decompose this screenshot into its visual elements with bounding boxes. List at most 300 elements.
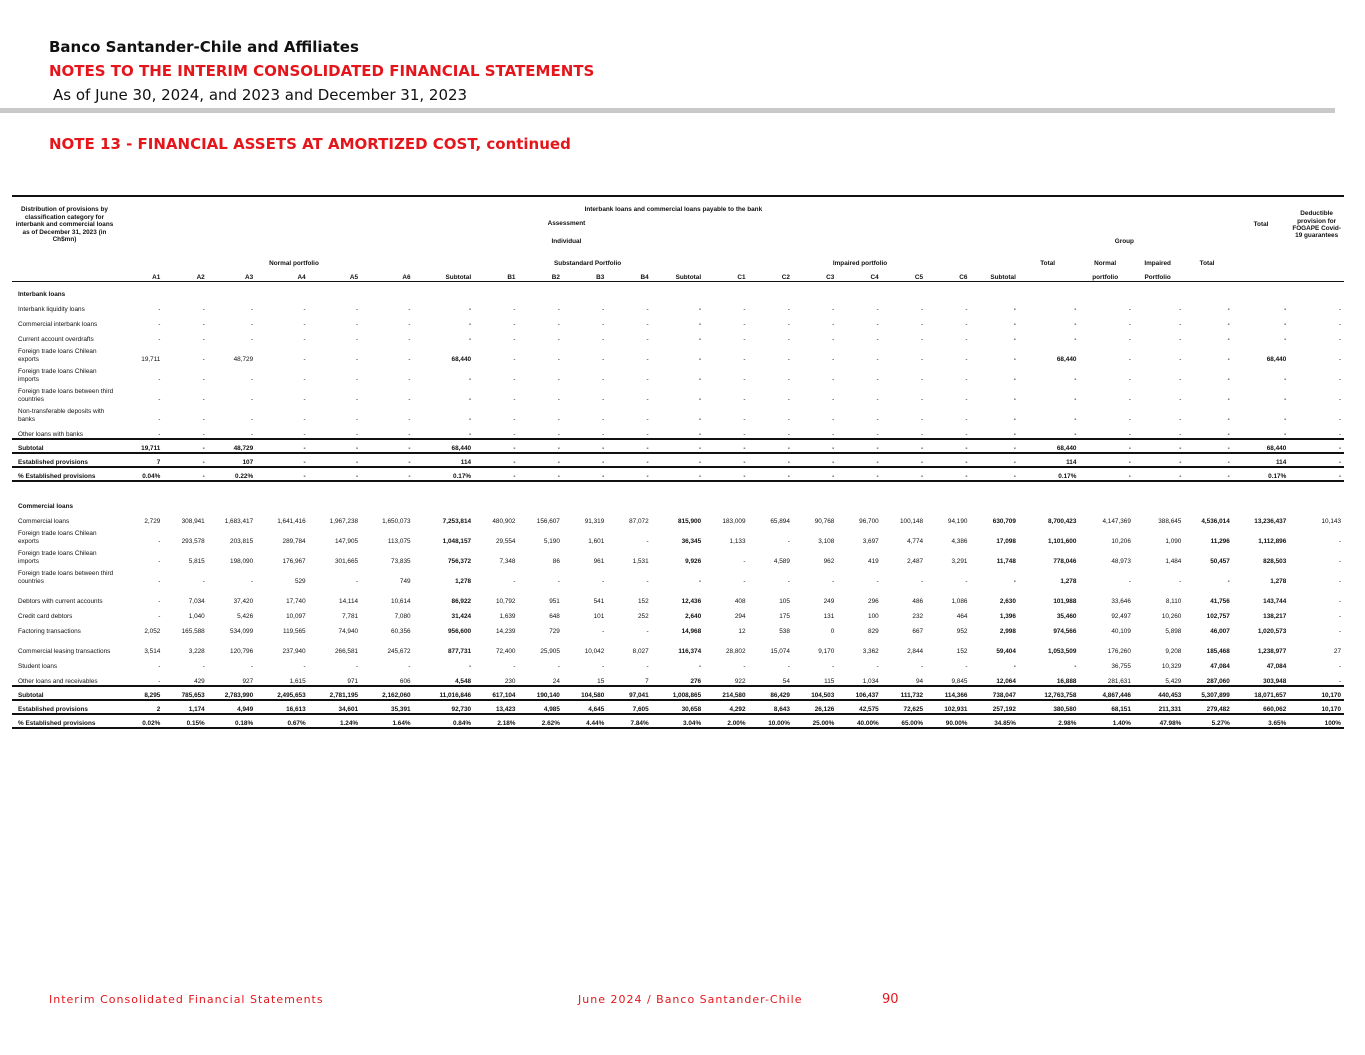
table-cell: - (251, 335, 254, 343)
table-cell: - (646, 335, 649, 343)
table-cell: 828,503 (1263, 557, 1287, 565)
table-cell: 232 (912, 612, 924, 620)
table-cell: 152 (956, 647, 968, 655)
table-cell: - (355, 335, 359, 343)
group-normal-header: Normal (1094, 259, 1117, 267)
total-cell: 90.00% (926, 714, 970, 728)
table-row (12, 635, 1344, 655)
total-cell: 111,732 (882, 686, 926, 700)
total-cell: 106,437 (837, 686, 881, 700)
table-cell: - (1074, 375, 1077, 383)
footer-left: Interim Consolidated Financial Statements (49, 993, 324, 1006)
table-cell: 10,260 (1161, 612, 1182, 620)
table-cell: 100 (868, 612, 879, 620)
table-cell: - (876, 430, 879, 438)
table-cell: - (1179, 305, 1182, 313)
table-row (12, 655, 1344, 670)
table-cell: - (965, 395, 968, 403)
table-cell: 13,236,437 (1254, 517, 1287, 525)
table-cell: 10,042 (584, 647, 605, 655)
total-cell: - (309, 439, 361, 453)
total-cell: - (1184, 453, 1232, 467)
table-cell: - (876, 305, 879, 313)
table-cell: - (1284, 375, 1287, 383)
table-cell: - (1128, 395, 1131, 403)
total-cell: - (474, 467, 518, 481)
total-cell: 48,729 (208, 439, 256, 453)
table-cell: 17,740 (286, 597, 306, 605)
total-cell: - (652, 439, 704, 453)
table-cell: - (698, 430, 702, 438)
table-cell: - (1338, 597, 1341, 605)
total-cell: - (970, 453, 1018, 467)
table-cell: - (876, 395, 879, 403)
corner-label: Distribution of provisions by classification category for interbank and commercial loans as of December 31, 2023 (in Ch$mn) (15, 206, 114, 244)
table-cell: - (513, 320, 516, 328)
table-cell: - (832, 320, 835, 328)
total-cell: - (837, 439, 881, 453)
total-cell: 107 (208, 453, 256, 467)
total-cell: 1.40% (1079, 714, 1133, 728)
total-cell: - (926, 467, 970, 481)
table-cell: 176,260 (1107, 647, 1131, 655)
table-cell: 4,386 (951, 537, 968, 545)
total-cell: - (518, 467, 562, 481)
table-cell: 927 (242, 677, 254, 685)
table-cell: - (743, 305, 746, 313)
table-cell: - (158, 537, 161, 545)
table-cell: 120,796 (230, 647, 254, 655)
company-name: Banco Santander-Chile and Affiliates (49, 38, 359, 56)
table-cell: 1,650,073 (382, 517, 411, 525)
table-cell: - (602, 627, 605, 635)
total-cell: 2,495,653 (256, 686, 308, 700)
total-cell: 211,331 (1134, 700, 1184, 714)
table-cell: - (303, 305, 306, 313)
date-line: As of June 30, 2024, and 2023 and December 31, 2023 (53, 86, 468, 104)
table-cell: - (1179, 335, 1182, 343)
table-cell: - (832, 415, 835, 423)
total-cell: 2.62% (518, 714, 562, 728)
total-cell: - (704, 439, 748, 453)
table-cell: - (1179, 577, 1182, 585)
table-cell: 294 (734, 612, 746, 620)
table-cell: - (646, 627, 649, 635)
table-cell: 4,147,369 (1102, 517, 1131, 525)
table-cell: 464 (956, 612, 968, 620)
table-cell: - (646, 430, 649, 438)
table-cell: - (251, 577, 254, 585)
group-title: Interbank loans and commercial loans payable to the bank (584, 205, 763, 213)
table-cell: 5,898 (1165, 627, 1182, 635)
individual-header: Individual (551, 237, 582, 245)
table-row (12, 670, 1344, 686)
table-cell: 1,967,238 (329, 517, 359, 525)
total-cell: 34,601 (309, 700, 361, 714)
table-cell: - (355, 395, 359, 403)
table-cell: - (355, 375, 359, 383)
table-cell: - (202, 355, 205, 363)
table-cell: - (355, 577, 359, 585)
total-row (12, 439, 1344, 453)
total-cell: 4,867,446 (1079, 686, 1133, 700)
total-cell: - (793, 467, 837, 481)
table-cell: - (1227, 375, 1230, 383)
total-cell: 0.22% (208, 467, 256, 481)
table-cell: - (787, 320, 790, 328)
table-cell: 3,291 (951, 557, 968, 565)
table-cell: - (1227, 395, 1230, 403)
individual-total-header: Total (1040, 259, 1056, 267)
table-cell: - (1338, 662, 1341, 670)
table-cell: 14,114 (339, 597, 359, 605)
table-cell: 729 (549, 627, 560, 635)
column-header: A6 (361, 267, 413, 282)
table-cell: 33,646 (1111, 597, 1131, 605)
table-cell: - (202, 320, 205, 328)
table-cell: - (1227, 430, 1230, 438)
total-cell: - (1079, 439, 1133, 453)
total-cell: 0.84% (414, 714, 475, 728)
total-cell: 30,658 (652, 700, 704, 714)
total-cell: 68,440 (1019, 439, 1080, 453)
total-row (12, 714, 1344, 728)
total-cell: 114 (1019, 453, 1080, 467)
table-cell: - (787, 430, 790, 438)
total-cell: - (882, 439, 926, 453)
table-cell: - (158, 335, 161, 343)
table-cell: 1,034 (862, 677, 879, 685)
table-cell: - (876, 375, 879, 383)
total-cell: 2.98% (1019, 714, 1080, 728)
table-cell: 68,440 (1056, 355, 1077, 363)
table-cell: 27 (1333, 647, 1341, 655)
table-cell: - (158, 375, 161, 383)
total-cell: - (652, 467, 704, 481)
table-cell: - (303, 355, 306, 363)
table-cell: - (1179, 430, 1182, 438)
table-cell: - (787, 662, 790, 670)
total-cell: 2,781,195 (309, 686, 361, 700)
total-cell: - (1184, 467, 1232, 481)
table-cell: 131 (823, 612, 835, 620)
total-cell: 2,783,990 (208, 686, 256, 700)
total-cell: 7 (117, 453, 163, 467)
table-cell: 31,424 (451, 612, 472, 620)
table-cell: 35,460 (1056, 612, 1077, 620)
table-cell: 119,565 (282, 627, 306, 635)
assessment-header: Assessment (547, 219, 586, 227)
table-cell: 12,064 (996, 677, 1016, 685)
total-row (12, 686, 1344, 700)
table-cell: 276 (690, 677, 702, 685)
table-row (12, 403, 1344, 423)
table-cell: 952 (956, 627, 968, 635)
table-cell: - (965, 430, 968, 438)
table-cell: - (557, 415, 560, 423)
total-cell: 47.98% (1134, 714, 1184, 728)
table-cell: 9,170 (818, 647, 835, 655)
total-cell: 1.24% (309, 714, 361, 728)
table-cell: - (787, 375, 790, 383)
total-row (12, 700, 1344, 714)
table-cell: 534,099 (230, 627, 254, 635)
table-cell: - (1128, 430, 1131, 438)
table-cell: 829 (868, 627, 879, 635)
table-cell: - (158, 430, 161, 438)
table-cell: - (1338, 537, 1341, 545)
table-cell: - (303, 395, 306, 403)
total-cell: - (563, 467, 607, 481)
table-cell: 266,581 (334, 647, 359, 655)
table-cell: - (602, 395, 605, 403)
table-cell: - (408, 305, 411, 313)
total-cell: - (970, 467, 1018, 481)
table-cell: - (1179, 375, 1182, 383)
total-cell: 26,126 (793, 700, 837, 714)
table-cell: 287,060 (1206, 677, 1230, 685)
table-cell: 10,097 (286, 612, 306, 620)
column-header: A4 (256, 267, 308, 282)
table-cell: 37,420 (233, 597, 254, 605)
table-cell: 36,755 (1111, 662, 1131, 670)
total-cell: 40.00% (837, 714, 881, 728)
total-cell: - (749, 453, 793, 467)
table-cell: - (251, 430, 254, 438)
total-cell: 0.17% (1233, 467, 1290, 481)
total-cell: 380,580 (1019, 700, 1080, 714)
table-cell: - (408, 335, 411, 343)
table-cell: - (202, 577, 205, 585)
notes-title: NOTES TO THE INTERIM CONSOLIDATED FINANCIAL STATEMENTS (49, 62, 595, 80)
table-cell: 9,926 (685, 557, 702, 565)
table-cell: - (743, 662, 746, 670)
table-cell: - (1074, 662, 1077, 670)
total-cell: 97,041 (607, 686, 651, 700)
table-cell: 9,208 (1165, 647, 1182, 655)
table-cell: - (408, 355, 411, 363)
table-cell: 1,133 (729, 537, 746, 545)
table-cell: 10,614 (391, 597, 411, 605)
column-header: A1 (117, 267, 163, 282)
total-cell: 16,613 (256, 700, 308, 714)
total-cell: 3.65% (1233, 714, 1290, 728)
table-cell: - (920, 335, 924, 343)
table-cell: - (743, 557, 746, 565)
total-cell: - (309, 467, 361, 481)
total-cell: - (1134, 453, 1184, 467)
table-cell: - (743, 415, 746, 423)
table-cell: - (787, 335, 790, 343)
table-cell: 1,238,977 (1257, 647, 1287, 655)
column-header: C6 (926, 267, 970, 282)
table-cell: - (743, 577, 746, 585)
total-cell: - (837, 467, 881, 481)
total-cell: 3.04% (652, 714, 704, 728)
table-cell: - (355, 305, 359, 313)
total-cell: 4,949 (208, 700, 256, 714)
total-row-label: Subtotal (12, 686, 117, 700)
table-cell: 1,053,509 (1047, 647, 1077, 655)
table-row (12, 565, 1344, 585)
total-cell: - (1079, 467, 1133, 481)
total-cell: 92,730 (414, 700, 475, 714)
total-cell: - (474, 453, 518, 467)
table-cell: - (1284, 335, 1287, 343)
total-row-label: % Established provisions (12, 714, 117, 728)
total-cell: 8,643 (749, 700, 793, 714)
table-cell: - (876, 320, 879, 328)
table-cell: 7,781 (342, 612, 359, 620)
table-cell: 4,589 (773, 557, 790, 565)
table-cell: 2,052 (144, 627, 161, 635)
table-cell: - (965, 335, 968, 343)
table-cell: - (646, 395, 649, 403)
table-cell: - (602, 320, 605, 328)
table-cell: 65,894 (770, 517, 790, 525)
table-cell: - (698, 335, 702, 343)
table-cell: - (1284, 415, 1287, 423)
table-cell: - (468, 662, 472, 670)
table-cell: - (557, 662, 560, 670)
table-cell: - (1179, 395, 1182, 403)
table-cell: - (876, 662, 879, 670)
total-cell: - (926, 439, 970, 453)
table-cell: 1,090 (1165, 537, 1182, 545)
group-total-header: Total (1199, 259, 1215, 267)
total-cell: - (256, 439, 308, 453)
table-cell: 486 (912, 597, 924, 605)
table-cell: 10,143 (1321, 517, 1341, 525)
table-cell: 951 (549, 597, 560, 605)
header-divider (0, 108, 1335, 113)
table-cell: - (251, 305, 254, 313)
interbank-section (12, 282, 1344, 495)
table-cell: - (965, 577, 968, 585)
table-cell: 962 (823, 557, 835, 565)
table-cell: - (303, 320, 306, 328)
total-cell: 0.18% (208, 714, 256, 728)
column-header: A3 (208, 267, 256, 282)
total-cell: 10,170 (1289, 686, 1344, 700)
table-cell: - (743, 375, 746, 383)
table-cell: 105 (779, 597, 790, 605)
table-cell: 15,074 (770, 647, 790, 655)
table-cell: - (513, 430, 516, 438)
total-cell: 0.17% (1019, 467, 1080, 481)
table-cell: 1,641,416 (277, 517, 306, 525)
table-cell: - (1227, 577, 1230, 585)
table-cell: - (1284, 395, 1287, 403)
table-cell: 308,941 (181, 517, 205, 525)
column-header-row (12, 267, 1344, 282)
row-label: Foreign trade loans Chilean imports (18, 550, 97, 565)
table-cell: 29,554 (495, 537, 516, 545)
table-cell: 15 (597, 677, 605, 685)
table-cell: - (787, 577, 790, 585)
table-cell: - (1013, 375, 1016, 383)
total-cell: - (256, 453, 308, 467)
table-cell: - (1338, 627, 1341, 635)
table-cell: - (468, 305, 472, 313)
table-cell: - (832, 355, 835, 363)
table-cell: - (557, 320, 560, 328)
table-cell: 138,217 (1263, 612, 1287, 620)
table-cell: 101 (593, 612, 605, 620)
table-cell: 101,988 (1053, 597, 1077, 605)
table-cell: - (1338, 320, 1341, 328)
total-cell: - (837, 453, 881, 467)
table-cell: 41,756 (1210, 597, 1230, 605)
table-cell: - (1284, 320, 1287, 328)
table-cell: 606 (399, 677, 411, 685)
table-cell: - (1338, 395, 1341, 403)
table-cell: 7,253,814 (442, 517, 472, 525)
total-cell: - (1079, 453, 1133, 467)
total-cell: 5.27% (1184, 714, 1232, 728)
table-cell: - (787, 305, 790, 313)
total-cell: - (361, 467, 413, 481)
total-cell: 68,440 (1233, 439, 1290, 453)
table-cell: 102,757 (1206, 612, 1230, 620)
table-cell: - (646, 662, 649, 670)
total-cell: 86,429 (749, 686, 793, 700)
table-cell: - (1074, 415, 1077, 423)
table-cell: - (743, 395, 746, 403)
table-cell: 48,973 (1111, 557, 1131, 565)
table-cell: 12 (738, 627, 746, 635)
total-cell: 72,625 (882, 700, 926, 714)
table-cell: - (1179, 415, 1182, 423)
table-cell: 538 (779, 627, 790, 635)
column-header: C2 (749, 267, 793, 282)
table-cell: - (1338, 335, 1341, 343)
table-cell: - (251, 320, 254, 328)
table-cell: 113,075 (387, 537, 411, 545)
total-cell: 12,763,758 (1019, 686, 1080, 700)
table-cell: 1,086 (951, 597, 968, 605)
table-cell: 3,108 (818, 537, 835, 545)
table-cell: - (1013, 662, 1016, 670)
table-cell: 1,112,896 (1258, 537, 1287, 545)
table-cell: 59,404 (996, 647, 1016, 655)
table-cell: 8,027 (632, 647, 649, 655)
total-cell: 2,162,060 (361, 686, 413, 700)
table-cell: 7,348 (499, 557, 516, 565)
table-cell: - (646, 415, 649, 423)
table-cell: - (1013, 430, 1016, 438)
total-cell: 257,192 (970, 700, 1018, 714)
row-label: Foreign trade loans between third countries (18, 388, 114, 403)
table-cell: 4,536,014 (1201, 517, 1230, 525)
table-cell: - (832, 662, 835, 670)
group-impaired-header: Impaired (1144, 259, 1171, 267)
table-cell: 68,440 (1266, 355, 1287, 363)
table-cell: 8,110 (1165, 597, 1182, 605)
table-cell: 7,034 (188, 597, 205, 605)
table-cell: 100,148 (899, 517, 924, 525)
table-cell: - (408, 375, 411, 383)
total-cell: 0.15% (163, 714, 207, 728)
table-cell: 289,784 (282, 537, 306, 545)
fogape-header: Deductible provision for FOGAPE Covid-19 guarantees (1292, 210, 1341, 240)
table-cell: 50,457 (1210, 557, 1230, 565)
total-cell: - (1289, 439, 1344, 453)
total-cell: 617,104 (474, 686, 518, 700)
section-title: Commercial loans (18, 502, 74, 510)
total-cell: 0.17% (414, 467, 475, 481)
table-cell: 165,588 (181, 627, 205, 635)
